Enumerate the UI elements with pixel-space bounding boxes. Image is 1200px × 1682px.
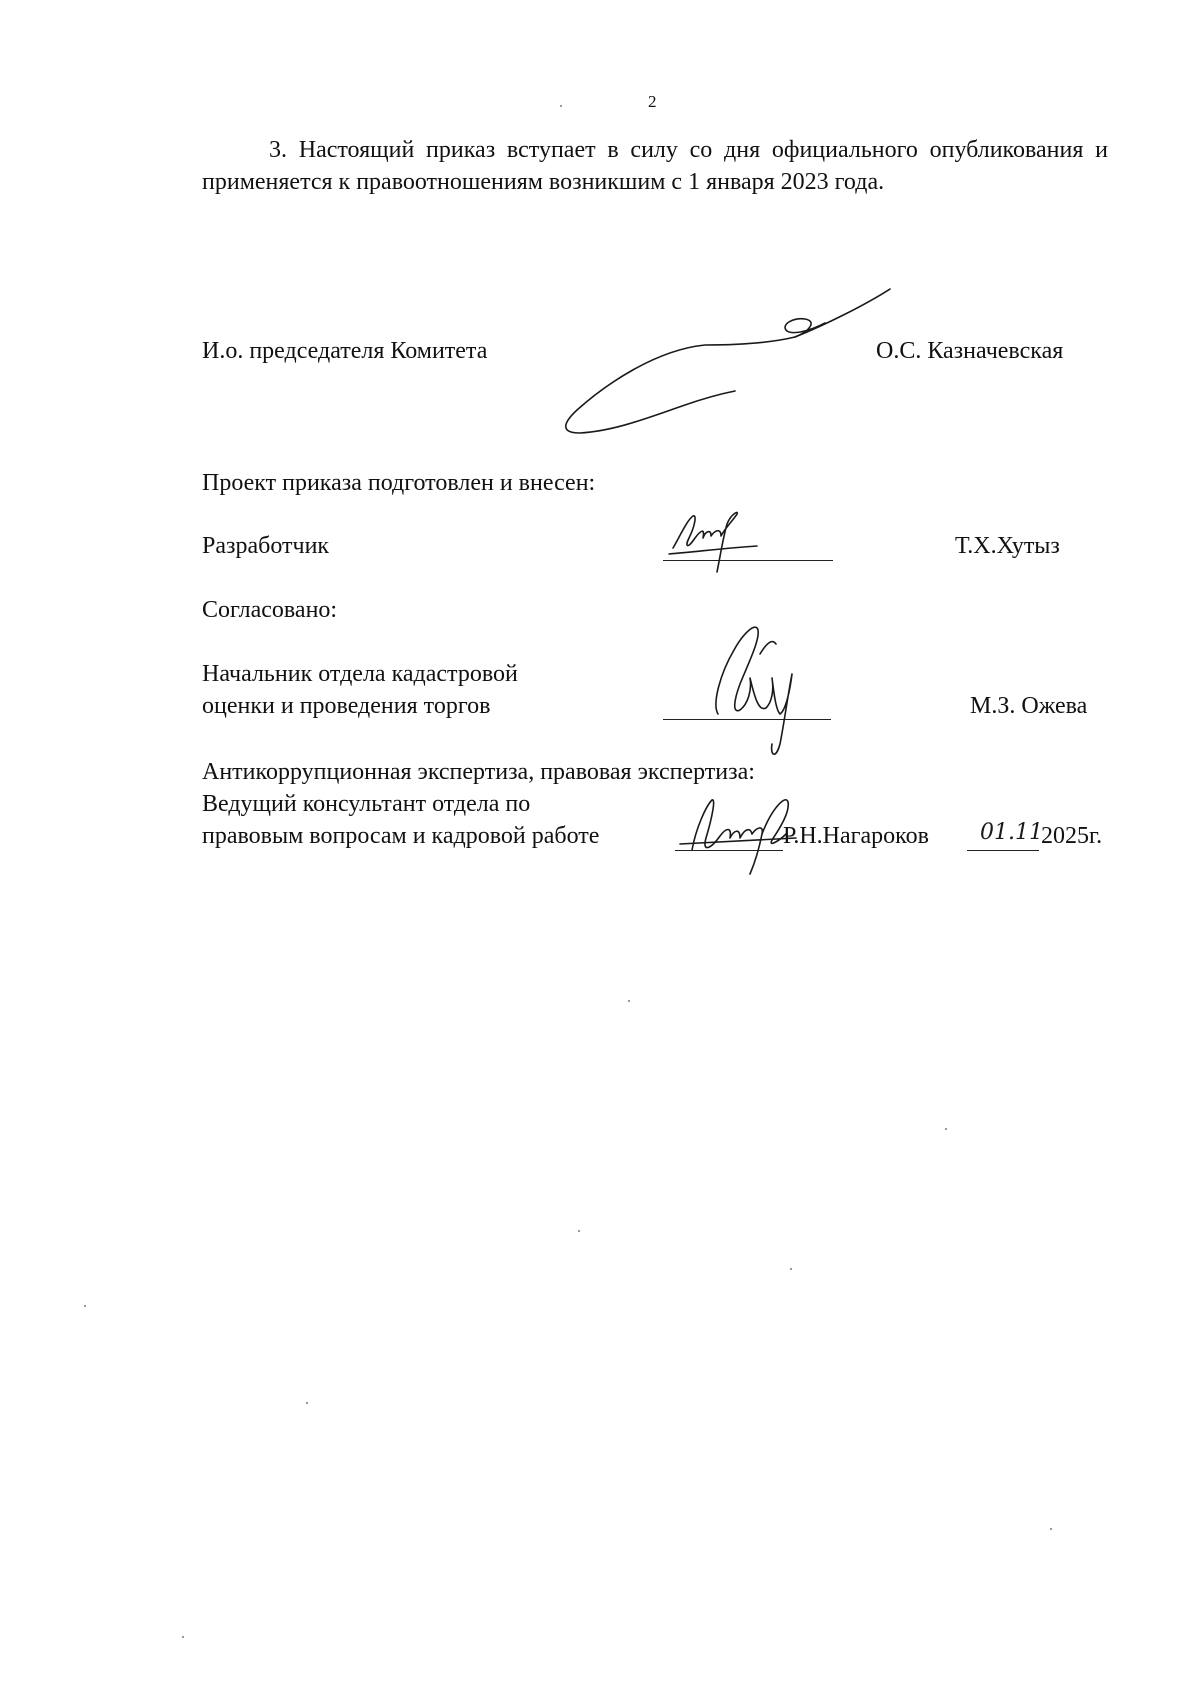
expertise-title-line1: Ведущий консультант отдела по xyxy=(202,791,531,817)
department-head-signature xyxy=(700,614,810,759)
scan-speck xyxy=(1050,1528,1052,1530)
expertise-title-line2: правовым вопросам и кадровой работе xyxy=(202,823,600,849)
scan-speck xyxy=(560,105,562,107)
scan-speck xyxy=(578,1230,580,1232)
paragraph-3: 3. Настоящий приказ вступает в силу со дня официального опубликования и применяется к правоотношениям возникшим с 1 января 2023 года. xyxy=(202,137,1108,195)
scan-speck xyxy=(182,1636,184,1638)
department-head-title-line2: оценки и проведения торгов xyxy=(202,693,491,719)
developer-name: Т.Х.Хутыз xyxy=(955,533,1060,559)
scan-speck xyxy=(628,1000,630,1002)
scan-speck xyxy=(306,1402,308,1404)
developer-signature xyxy=(665,508,785,576)
chairman-signature xyxy=(555,285,895,440)
chairman-title: И.о. председателя Комитета xyxy=(202,338,488,364)
department-head-name: М.З. Ожева xyxy=(970,693,1088,719)
expertise-date-handwritten: 01.11 xyxy=(980,820,1043,845)
agreed-heading: Согласовано: xyxy=(202,597,338,623)
developer-role: Разработчик xyxy=(202,533,330,559)
expertise-heading: Антикоррупционная экспертиза, правовая экспертиза: xyxy=(202,759,755,785)
scan-speck xyxy=(945,1128,947,1130)
expertise-year: 2025г. xyxy=(1041,823,1103,849)
scan-speck xyxy=(790,1268,792,1270)
scan-speck xyxy=(84,1305,86,1307)
page-number: 2 xyxy=(648,92,657,111)
expertise-name: Р.Н.Нагароков xyxy=(783,823,929,849)
chairman-name: О.С. Казначевская xyxy=(876,338,1064,364)
prepared-by-heading: Проект приказа подготовлен и внесен: xyxy=(202,470,596,496)
expertise-date-line xyxy=(967,850,1039,851)
department-head-title-line1: Начальник отдела кадастровой xyxy=(202,661,518,687)
